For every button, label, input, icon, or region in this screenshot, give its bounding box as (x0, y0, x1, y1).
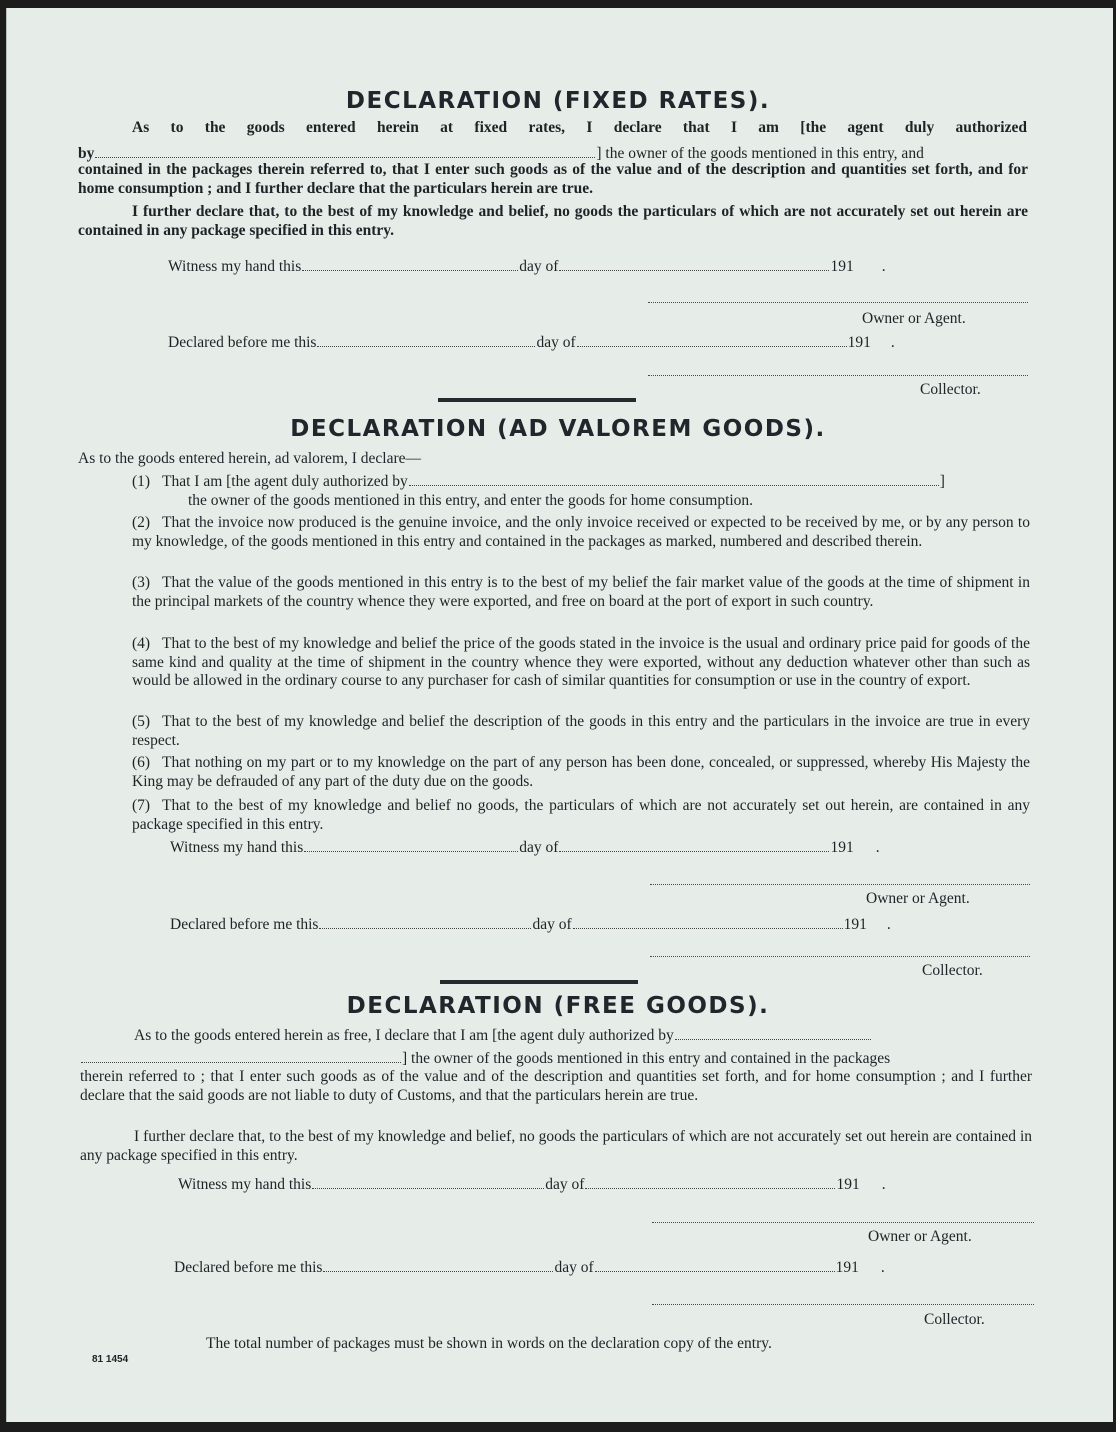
ad-valorem-agent-blank[interactable] (409, 472, 939, 486)
free-goods-para2: I further declare that, to the best of my knowledge and belief, no goods the particulars of which are not accurately set out herein are contained in any package specified in this entry. (80, 1128, 1032, 1164)
witness-month-blank[interactable] (559, 838, 829, 852)
witness-day-blank[interactable] (302, 257, 518, 271)
free-goods-intro-text: As to the goods entered herein as free, I declare that I am [the agent duly authorized by (134, 1027, 674, 1044)
free-goods-para1-line1 (134, 1026, 1032, 1045)
owner-or-agent-label: Owner or Agent. (868, 1228, 972, 1245)
declared-label: Declared before me this (170, 916, 319, 933)
item-number: (3) (132, 574, 151, 591)
day-of-label: day of (554, 1259, 594, 1276)
owner-or-agent-label: Owner or Agent. (866, 890, 970, 907)
declared-day-blank[interactable] (317, 333, 535, 347)
item-number: (2) (132, 514, 151, 531)
ad-valorem-item-1: (1) That I am [the agent duly authorized by ] the owner of the goods mentioned in this entry, and enter the goods for home consumption. (132, 472, 1030, 510)
witness-month-blank[interactable] (559, 257, 829, 271)
collector-label: Collector. (922, 962, 983, 979)
collector-label: Collector. (920, 381, 981, 398)
item-text: That the invoice now produced is the genuine invoice, and the only invoice received or expected to be received by me, or by any person to my knowledge, of the goods mentioned in this entry and contained in the packages as marked, numbered and described therein. (132, 514, 1030, 550)
day-of-label: day of (519, 839, 559, 856)
declared-month-blank[interactable] (595, 1258, 835, 1272)
ad-valorem-item-3 (132, 574, 1030, 611)
agent-name-blank[interactable] (95, 144, 595, 158)
free-goods-para1-line3: therein referred to ; that I enter such goods as of the value and of the description and quantities set forth, and for home consumption ; and I further declare that the said goods are not liable to duty of Customs, and that the particulars herein are true. (80, 1068, 1032, 1104)
period-mark: . (880, 1259, 885, 1276)
fixed-witness-line (168, 257, 886, 276)
witness-label: Witness my hand this (170, 839, 304, 856)
adval-declared-line (170, 915, 891, 934)
section-divider (438, 398, 636, 402)
witness-day-blank[interactable] (304, 838, 518, 852)
witness-month-blank[interactable] (585, 1175, 835, 1189)
fixed-declared-line (168, 333, 895, 352)
ad-valorem-intro: As to the goods entered herein, ad valorem, I declare— (78, 450, 422, 467)
item-text: That nothing on my part or to my knowledge on the part of any person has been done, concealed, or suppressed, whereby His Majesty the King may be defrauded of any part of the duty due on the goods. (132, 754, 1030, 790)
declared-day-blank[interactable] (323, 1258, 553, 1272)
item-number: (6) (132, 754, 151, 771)
day-of-label: day of (536, 334, 576, 351)
item-text: That to the best of my knowledge and belief the price of the goods stated in the invoice is the usual and ordinary price paid for goods of the same kind and quality at the time of shipment in the country whence they were exported, without any deduction whatever other than such as would be allowed in the ordinary course to any purchaser for cash of similar quantities for consumption or use in the country of export. (132, 635, 1030, 689)
free-owner-text: ] the owner of the goods mentioned in this entry and contained in the packages (402, 1050, 891, 1067)
owner-signature-line[interactable] (650, 884, 1030, 885)
item-text: That to the best of my knowledge and belief no goods, the particulars of which are not accurately set out herein, are contained in any package specified in this entry. (132, 797, 1030, 833)
form-code: 81 1454 (92, 1354, 129, 1365)
item-text: That the value of the goods mentioned in this entry is to the best of my belief the fair market value of the goods at the time of shipment in the principal markets of the country whence they were exported, and free on board at the port of export in such country. (132, 574, 1030, 610)
fixed-rates-para2: I further declare that, to the best of my knowledge and belief, no goods the particulars of which are not accurately set out herein are contained in any package specified in this entry. (78, 203, 1028, 239)
free-goods-para1-line2 (80, 1049, 1032, 1068)
year-label: 191 (835, 1259, 859, 1276)
ad-valorem-item-6 (132, 754, 1030, 791)
declared-label: Declared before me this (168, 334, 317, 351)
declared-month-blank[interactable] (577, 333, 847, 347)
item-number: (1) (132, 473, 151, 490)
year-label: 191 (830, 839, 854, 856)
witness-day-blank[interactable] (312, 1175, 544, 1189)
day-of-label: day of (545, 1176, 585, 1193)
year-label: 191 (843, 916, 867, 933)
adval-witness-line (170, 838, 880, 857)
owner-signature-line[interactable] (648, 302, 1028, 303)
ad-valorem-item-4 (132, 635, 1030, 691)
item-number: (5) (132, 713, 151, 730)
free-agent-blank[interactable] (675, 1026, 871, 1040)
item-number: (7) (132, 797, 151, 814)
collector-label: Collector. (924, 1311, 985, 1328)
item-continuation: the owner of the goods mentioned in this entry, and enter the goods for home consumption. (188, 491, 754, 509)
witness-label: Witness my hand this (178, 1176, 312, 1193)
section-divider (440, 980, 638, 984)
collector-signature-line[interactable] (652, 1304, 1034, 1305)
item-text: That to the best of my knowledge and belief the description of the goods in this entry and the particulars in the invoice are true in every respect. (132, 713, 1030, 749)
fixed-rates-para1-line1: As to the goods entered herein at fixed rates, I declare that I am [the agent duly authorized (132, 119, 1027, 136)
item-text: That I am [the agent duly authorized by (162, 473, 408, 490)
year-label: 191 (836, 1176, 860, 1193)
day-of-label: day of (532, 916, 572, 933)
period-mark: . (881, 258, 886, 275)
fixed-rates-para1-line3: contained in the packages therein referred to, that I enter such goods as of the value and of the description and quantities set forth, and for home consumption ; and I further declare that the particulars herein are true. (78, 161, 1028, 197)
collector-signature-line[interactable] (648, 375, 1028, 376)
free-goods-title: DECLARATION (FREE GOODS). (346, 993, 770, 1019)
declared-month-blank[interactable] (573, 915, 843, 929)
footer-note: The total number of packages must be shown in words on the declaration copy of the entry. (206, 1335, 772, 1352)
collector-signature-line[interactable] (650, 956, 1030, 957)
item-number: (4) (132, 635, 151, 652)
day-of-label: day of (519, 258, 559, 275)
witness-label: Witness my hand this (168, 258, 302, 275)
owner-signature-line[interactable] (652, 1222, 1034, 1223)
declared-label: Declared before me this (174, 1259, 323, 1276)
period-mark: . (886, 916, 891, 933)
ad-valorem-item-5 (132, 713, 1030, 750)
free-agent-blank-cont[interactable] (81, 1049, 401, 1063)
period-mark: . (890, 334, 895, 351)
ad-valorem-item-2 (132, 514, 1030, 551)
ad-valorem-title: DECLARATION (AD VALOREM GOODS). (290, 416, 826, 442)
free-declared-line (174, 1258, 885, 1277)
declared-day-blank[interactable] (319, 915, 531, 929)
period-mark: . (881, 1176, 886, 1193)
year-label: 191 (847, 334, 871, 351)
fixed-owner-text: ] the owner of the goods mentioned in this entry, and (596, 145, 924, 162)
ad-valorem-item-7 (132, 797, 1030, 834)
owner-or-agent-label: Owner or Agent. (862, 310, 966, 327)
free-witness-line (178, 1175, 886, 1194)
year-label: 191 (830, 258, 854, 275)
fixed-by-label: by (78, 145, 95, 162)
fixed-rates-title: DECLARATION (FIXED RATES). (345, 88, 771, 114)
period-mark: . (875, 839, 880, 856)
